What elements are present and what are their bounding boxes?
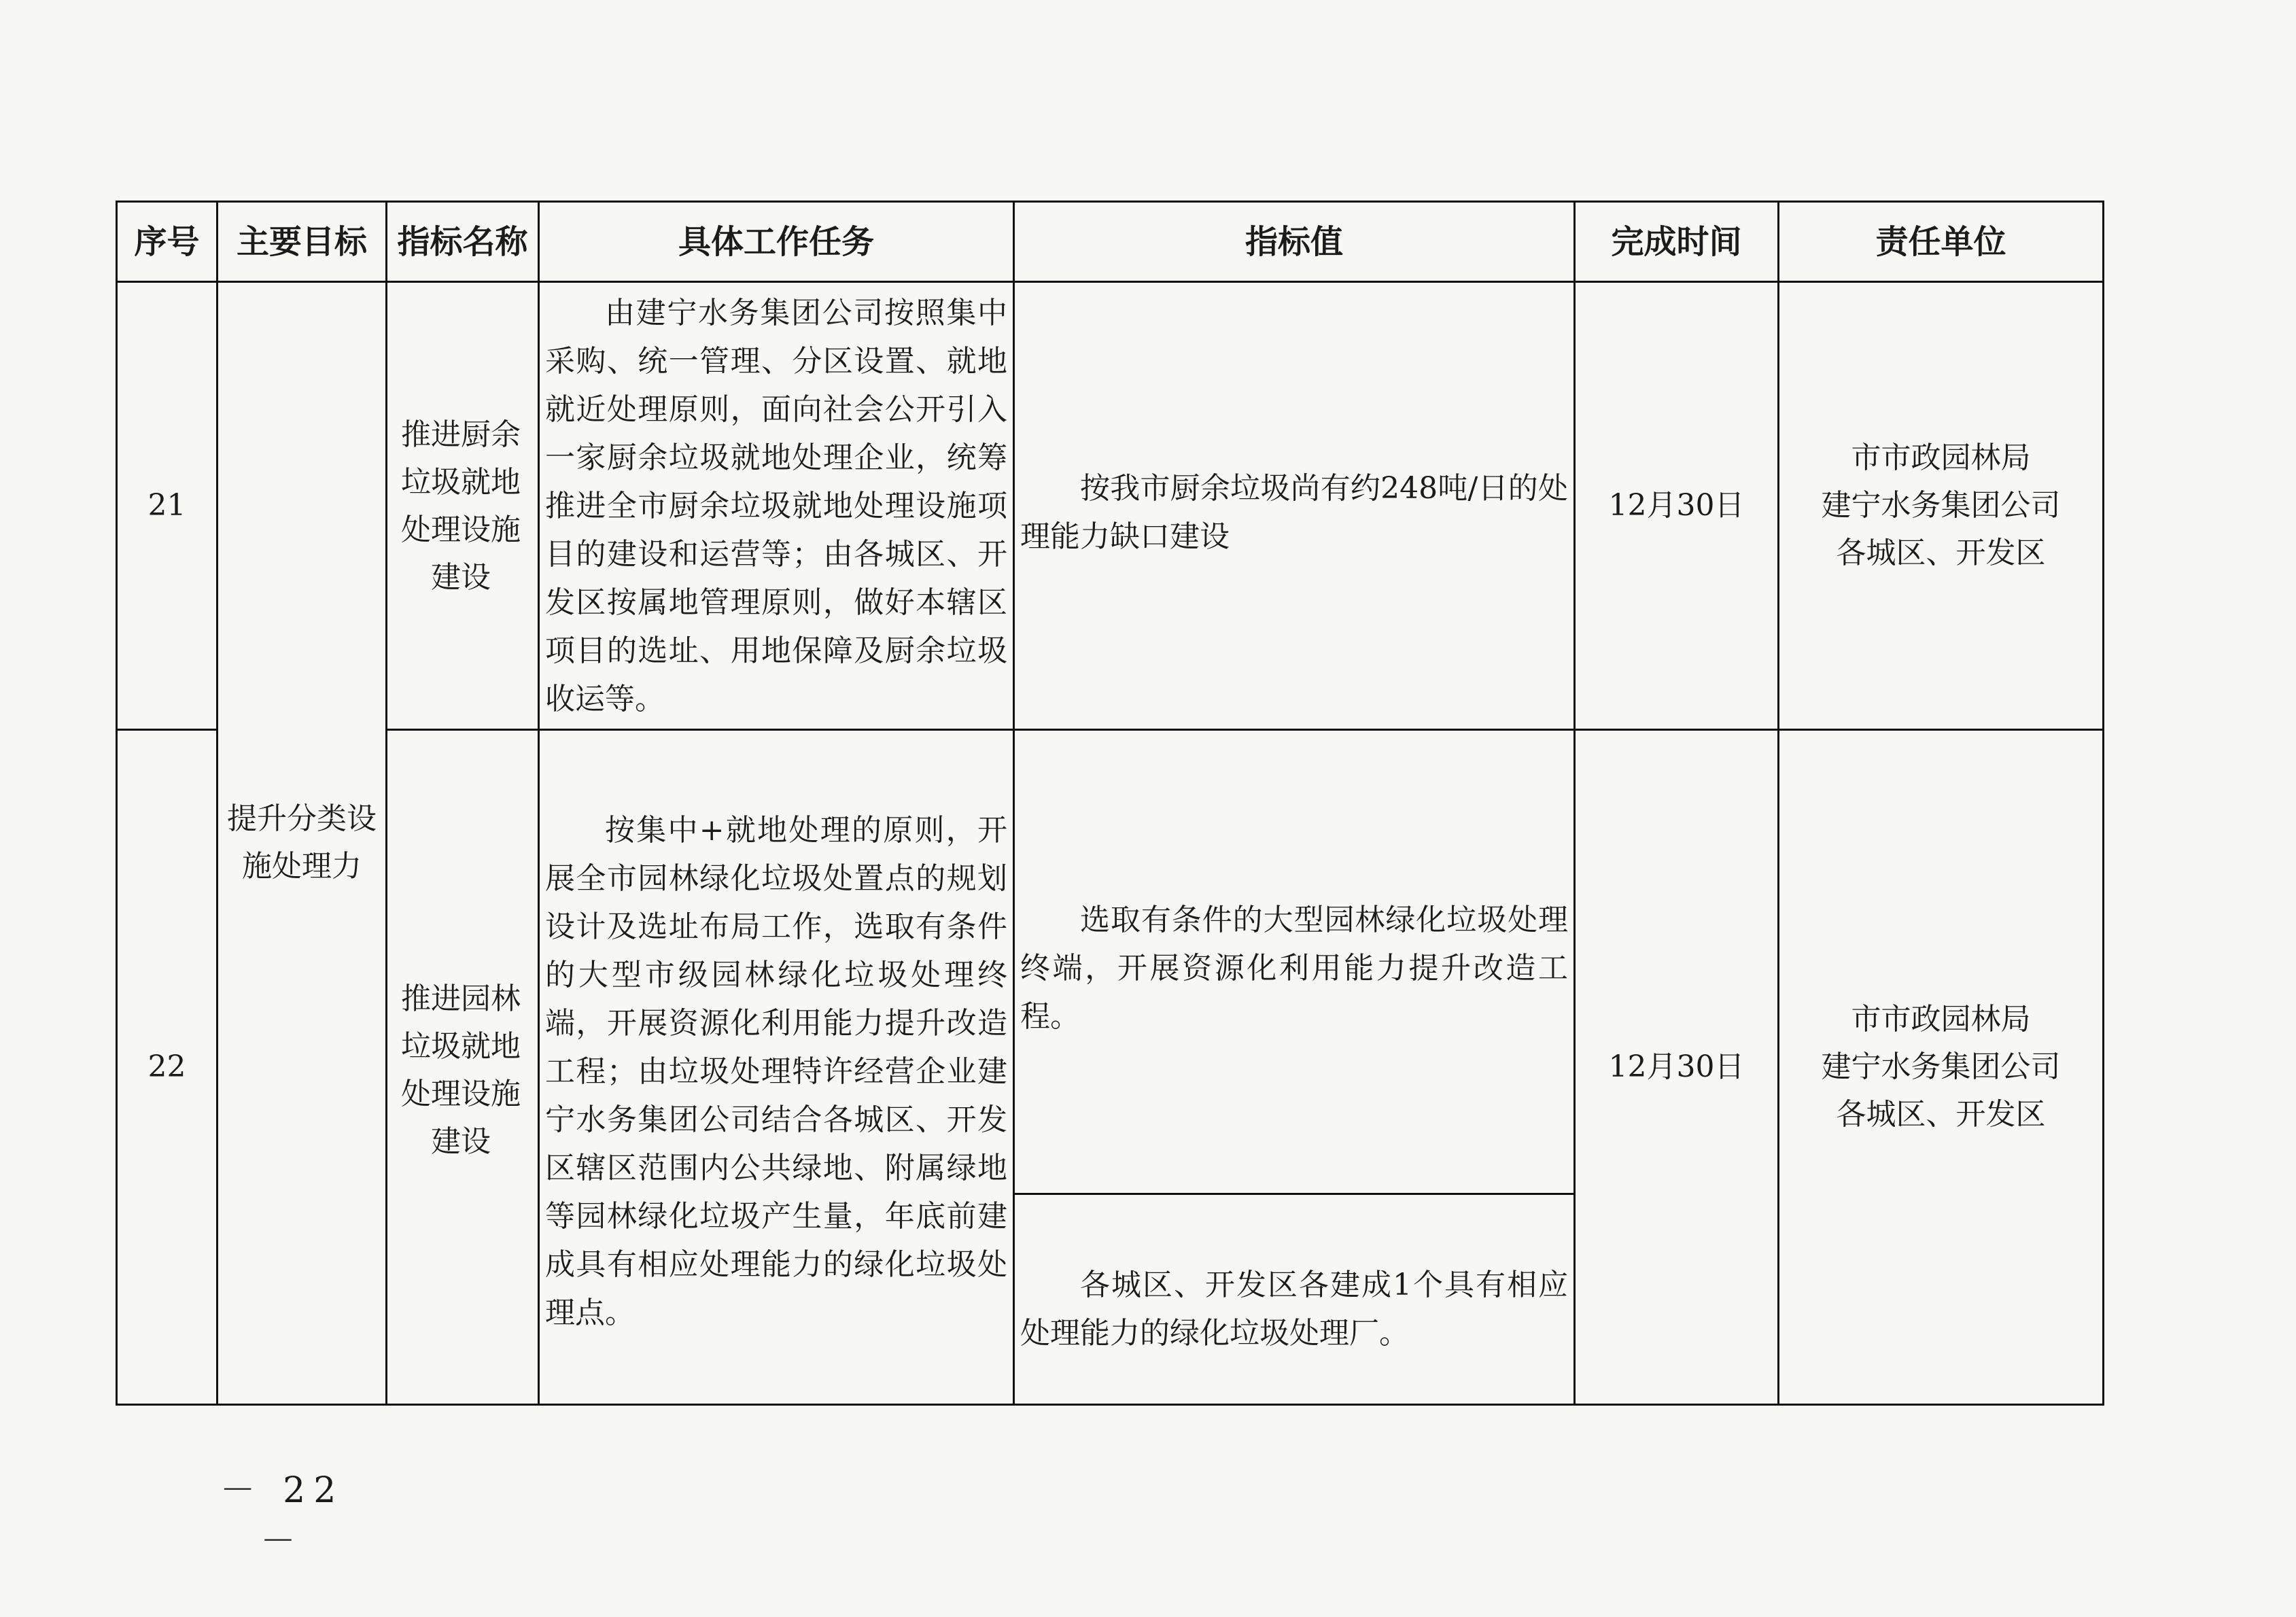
header-deadline: 完成时间 [1611,222,1742,261]
row-21-unit-line-3: 各城区、开发区 [1836,536,2046,570]
row-21-task [540,289,1013,724]
header-task: 具体工作任务 [678,222,874,261]
row-22-unit [1779,731,2102,1404]
row-21-seq: 21 [147,488,186,523]
row-22-indicator: 推进园林垃圾就地处理设施建设 [401,981,521,1159]
header-goal: 主要目标 [236,222,367,261]
row-22-value-b-text: 各城区、开发区各建成1个具有相应处理能力的绿化垃圾处理厂。 [1020,1268,1568,1351]
row-21-value-text: 按我市厨余垃圾尚有约248吨/日的处理能力缺口建设 [1020,471,1568,554]
row-21-unit [1779,283,2102,729]
page-number: － 22 － [220,1470,345,1562]
header-seq: 序号 [134,222,200,261]
row-22-unit-line-1: 市市政园林局 [1851,1002,2031,1037]
row-22-value-a [1015,896,1573,1042]
row-21-unit-line-1: 市市政园林局 [1851,440,2031,475]
row-22-unit-line-3: 各城区、开发区 [1836,1097,2046,1132]
row-21-indicator: 推进厨余垃圾就地处理设施建设 [401,417,521,595]
row-22-deadline: 12月30日 [1608,1049,1745,1084]
row-22-unit-line-2: 建宁水务集团公司 [1821,1049,2061,1084]
row-21-task-text: 由建宁水务集团公司按照集中采购、统一管理、分区设置、就地就近处理原则，面向社会公开引入一家厨余垃圾就地处理企业，统筹推进全市厨余垃圾就地处理设施项目的建设和运营等；由各城区、开发区按属地管理原则，做好本辖区项目的选址、用地保障及厨余垃圾收运等。 [545,296,1007,716]
row-22-task-text: 按集中+就地处理的原则，开展全市园林绿化垃圾处置点的规划设计及选址布局工作，选取有条件的大型市级园林绿化垃圾处理终端，开展资源化利用能力提升改造工程；由垃圾处理特许经营企业建宁水务集团公司结合各城区、开发区辖区范围内公共绿地、附属绿地等园林绿化垃圾产生量，年底前建成具有相应处理能力的绿化垃圾处理点。 [545,813,1007,1330]
row-22-value-a-text: 选取有条件的大型园林绿化垃圾处理终端，开展资源化利用能力提升改造工程。 [1020,903,1568,1034]
header-value: 指标值 [1245,222,1343,261]
header-unit: 责任单位 [1875,222,2006,261]
header-indicator: 指标名称 [397,222,528,261]
row-22-seq: 22 [147,1049,186,1084]
goal-cell: 提升分类设施处理力 [227,801,377,884]
row-21-unit-line-2: 建宁水务集团公司 [1821,488,2061,523]
row-22-value-b [1015,1261,1573,1359]
row-21-deadline: 12月30日 [1608,488,1745,523]
row-22-task [540,806,1013,1336]
row-21-value [1015,464,1573,563]
